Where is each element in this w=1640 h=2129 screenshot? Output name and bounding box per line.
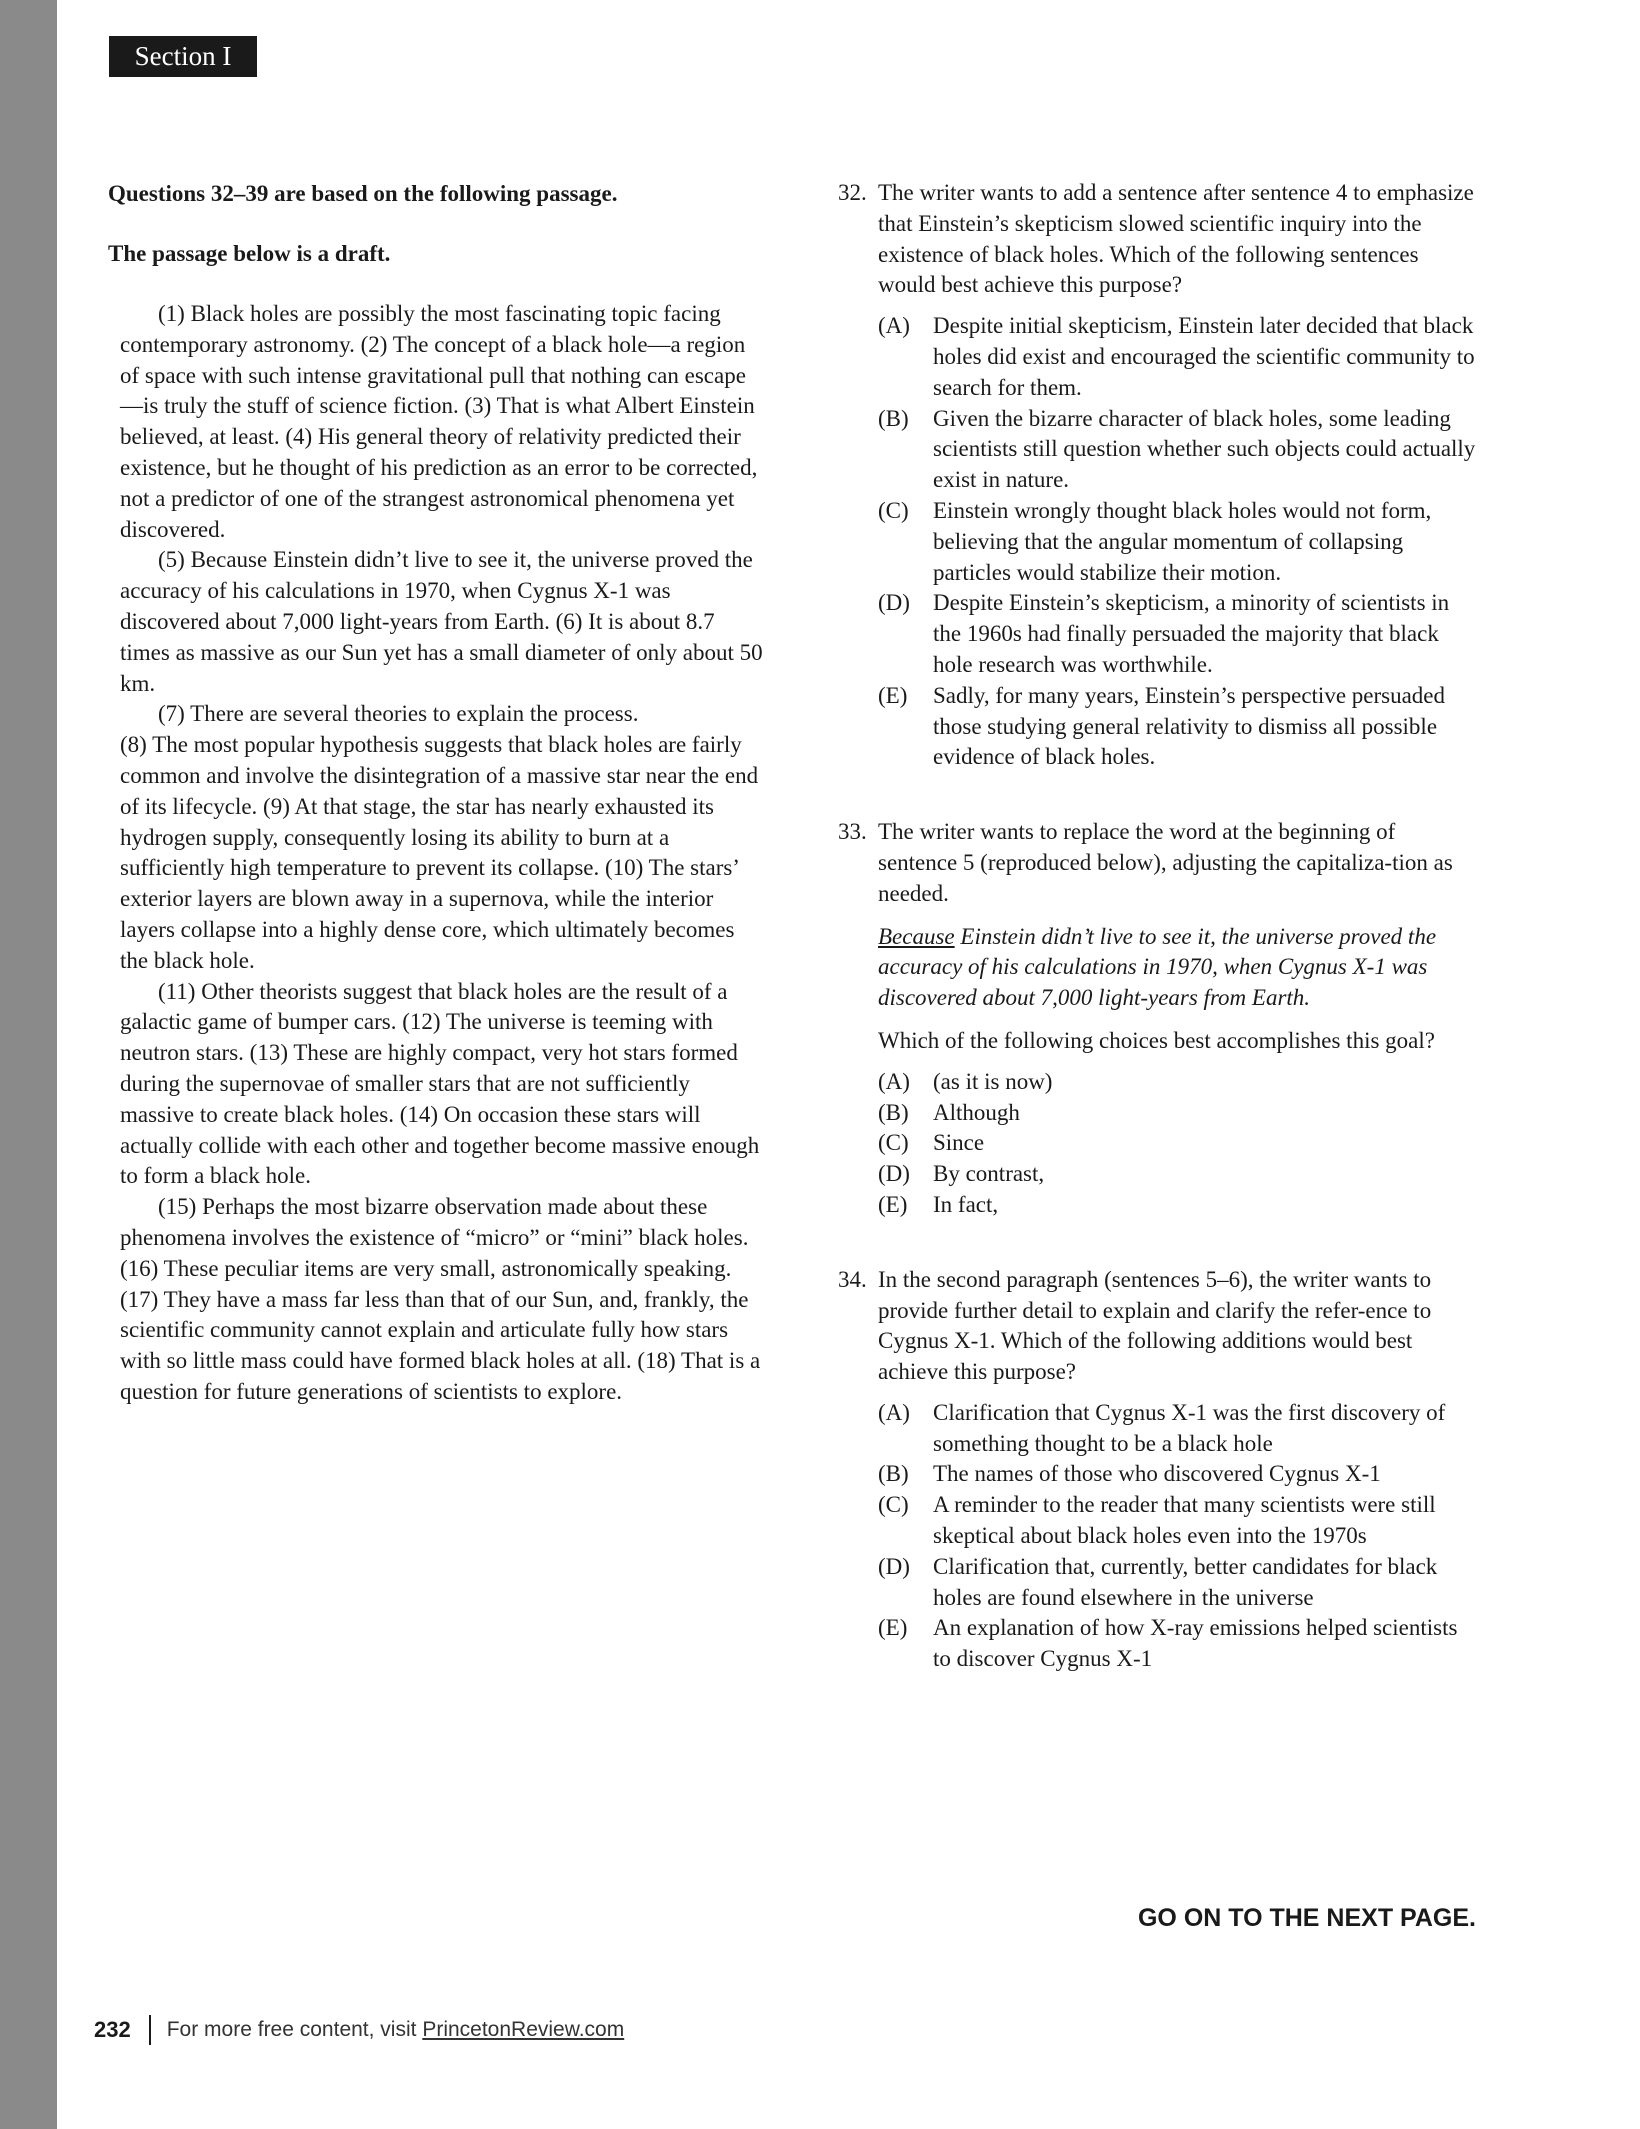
choice-text: Despite Einstein’s skepticism, a minority of scientists in the 1960s had finally persuaded the majority that black hole research was worthwhile. [933, 590, 1450, 677]
choice-letter: (C) [878, 497, 909, 523]
section-tab: Section I [109, 36, 257, 77]
answer-choice[interactable] [878, 1159, 1478, 1190]
underlined-word: Because [878, 923, 955, 949]
footer-text [167, 2018, 625, 2042]
choice-letter: (E) [878, 1615, 908, 1641]
answer-choice[interactable] [878, 1067, 1478, 1098]
question-stem: The writer wants to replace the word at the beginning of sentence 5 (reproduced below), adjusting the capitaliza-tion as needed. [878, 819, 1453, 906]
answer-choice[interactable] [878, 1190, 1478, 1221]
passage-text [108, 299, 768, 1408]
choice-text: Despite initial skepticism, Einstein later decided that black holes did exist and encouraged the scientific community to search for them. [933, 313, 1475, 400]
choice-text: The names of those who discovered Cygnus X-1 [933, 1461, 1381, 1487]
choice-text: Clarification that, currently, better candidates for black holes are found elsewhere in the universe [933, 1553, 1438, 1610]
choice-letter: (E) [878, 1191, 908, 1217]
page-number: 232 [94, 2017, 131, 2042]
choice-text: Given the bizarre character of black holes, some leading scientists still question whether such objects could actually exist in nature. [933, 405, 1476, 493]
quote-text: Einstein didn’t live to see it, the universe proved the accuracy of his calculations in 1970, when Cygnus X-1 was discovered about 7,000 light-years from Earth. [878, 923, 1437, 1011]
choice-letter: (D) [878, 1553, 910, 1579]
question-34 [838, 1265, 1478, 1675]
choice-letter: (A) [878, 313, 910, 339]
answer-choices [878, 1067, 1478, 1221]
answer-choice[interactable] [878, 1459, 1478, 1490]
choice-letter: (A) [878, 1068, 910, 1094]
choice-letter: (D) [878, 1161, 910, 1187]
page-footer [94, 2013, 624, 2047]
choice-letter: (D) [878, 590, 910, 616]
choice-text: Sadly, for many years, Einstein’s perspective persuaded those studying general relativity to dismiss all possible evidence of black holes. [933, 682, 1446, 770]
question-number: 33. [838, 819, 867, 845]
choice-text: By contrast, [933, 1161, 1045, 1187]
passage-paragraph: (11) Other theorists suggest that black holes are the result of a galactic game of bumper cars. (12) The universe is teeming with neutron stars. (13) These are highly compact, very hot stars formed during the supernovae of smaller stars that are not sufficiently massive to create black holes. (14) On occasion these stars will actually collide with each other and together become massive enough to form a black hole. [120, 978, 760, 1189]
choice-text: An explanation of how X-ray emissions helped scientists to discover Cygnus X-1 [933, 1615, 1458, 1672]
princeton-review-link[interactable]: PrincetonReview.com [422, 2018, 625, 2041]
answer-choice[interactable] [878, 1128, 1478, 1159]
answer-choice[interactable] [878, 681, 1478, 773]
question-number: 32. [838, 180, 867, 205]
passage-paragraph: (15) Perhaps the most bizarre observation made about these phenomena involves the existence of “micro” or “mini” black holes. (16) These peculiar items are very small, astronomically speaking. (17) They have a mass far less than that of our Sun, and, frankly, the scientific community cannot explain and articulate fully how stars with so little mass could have formed black holes at all. (18) That is a question for future generations of scientists to explore. [120, 1194, 761, 1404]
choice-letter: (A) [878, 1399, 910, 1425]
choice-text: Einstein wrongly thought black holes would not form, believing that the angular momentum of collapsing particles would stabilize their motion. [933, 497, 1432, 585]
question-33 [838, 817, 1478, 1221]
answer-choice[interactable] [878, 496, 1478, 588]
answer-choice[interactable] [878, 1613, 1478, 1675]
choice-text: (as it is now) [933, 1068, 1053, 1094]
answer-choices [878, 1398, 1478, 1675]
choice-text: Although [933, 1099, 1020, 1125]
draft-note: The passage below is a draft. [108, 241, 391, 266]
answer-choice[interactable] [878, 1098, 1478, 1129]
passage-paragraph: (8) The most popular hypothesis suggests that black holes are fairly common and involve the disintegration of a massive star near the end of its lifecycle. (9) At that stage, the star has nearly exhausted its hydrogen supply, consequently losing its ability to burn at a sufficiently high temperature to prevent its collapse. (10) The stars’ exterior layers are blown away in a supernova, while the interior layers collapse into a highly dense core, which ultimately becomes the black hole. [120, 732, 759, 973]
question-stem: In the second paragraph (sentences 5–6), the writer wants to provide further detail to explain and clarify the refer-ence to Cygnus X-1. Which of the following additions would best achieve this purpose? [878, 1266, 1432, 1385]
choice-letter: (C) [878, 1130, 909, 1156]
footer-caption: For more free content, visit [166, 2018, 423, 2041]
passage-paragraph: (1) Black holes are possibly the most fascinating topic facing contemporary astronomy. (2) The concept of a black hole—a region of space with such intense gravitational pull that nothing can escape—is truly the stuff of science fiction. (3) That is what Albert Einstein believed, at least. (4) His general theory of relativity predicted their existence, but he thought of his prediction as an error to be corrected, not a predictor of one of the strangest astronomical phenomena yet discovered. [120, 301, 758, 542]
go-on-notice: GO ON TO THE NEXT PAGE. [1137, 1904, 1476, 1932]
choice-text: Since [933, 1130, 985, 1156]
question-32 [838, 178, 1478, 773]
answer-choice[interactable] [878, 1398, 1478, 1460]
choice-text: A reminder to the reader that many scientists were still skeptical about black holes even into the 1970s [933, 1492, 1436, 1549]
question-prompt: Which of the following choices best accomplishes this goal? [878, 1027, 1435, 1053]
question-stem: The writer wants to add a sentence after sentence 4 to emphasize that Einstein’s skepticism slowed scientific inquiry into the existence of black holes. Which of the following sentences would best achieve this purpose? [878, 180, 1474, 298]
choice-letter: (C) [878, 1492, 909, 1518]
question-number: 34. [838, 1266, 867, 1292]
choice-letter: (B) [878, 405, 909, 431]
choice-text: Clarification that Cygnus X-1 was the first discovery of something thought to be a black hole [933, 1399, 1446, 1456]
quoted-sentence [878, 922, 1478, 1014]
answer-choice[interactable] [878, 1490, 1478, 1552]
footer-divider [149, 2015, 151, 2045]
passage-intro: Questions 32–39 are based on the following passage. [108, 181, 618, 206]
passage-paragraph: (7) There are several theories to explain the process. [158, 701, 639, 727]
questions-column [838, 178, 1478, 1675]
answer-choice[interactable] [878, 1552, 1478, 1614]
left-margin-bar [0, 0, 57, 2129]
answer-choices [878, 311, 1478, 773]
choice-letter: (B) [878, 1099, 909, 1125]
answer-choice[interactable] [878, 588, 1478, 680]
choice-text: In fact, [933, 1191, 999, 1217]
choice-letter: (B) [878, 1461, 909, 1487]
passage-paragraph: (5) Because Einstein didn’t live to see it, the universe proved the accuracy of his calculations in 1970, when Cygnus X-1 was discovered about 7,000 light-years from Earth. (6) It is about 8.7 times as massive as our Sun yet has a small diameter of only about 50 km. [120, 547, 763, 696]
answer-choice[interactable] [878, 404, 1478, 496]
choice-letter: (E) [878, 682, 908, 708]
passage-column [108, 178, 768, 1408]
answer-choice[interactable] [878, 311, 1478, 403]
